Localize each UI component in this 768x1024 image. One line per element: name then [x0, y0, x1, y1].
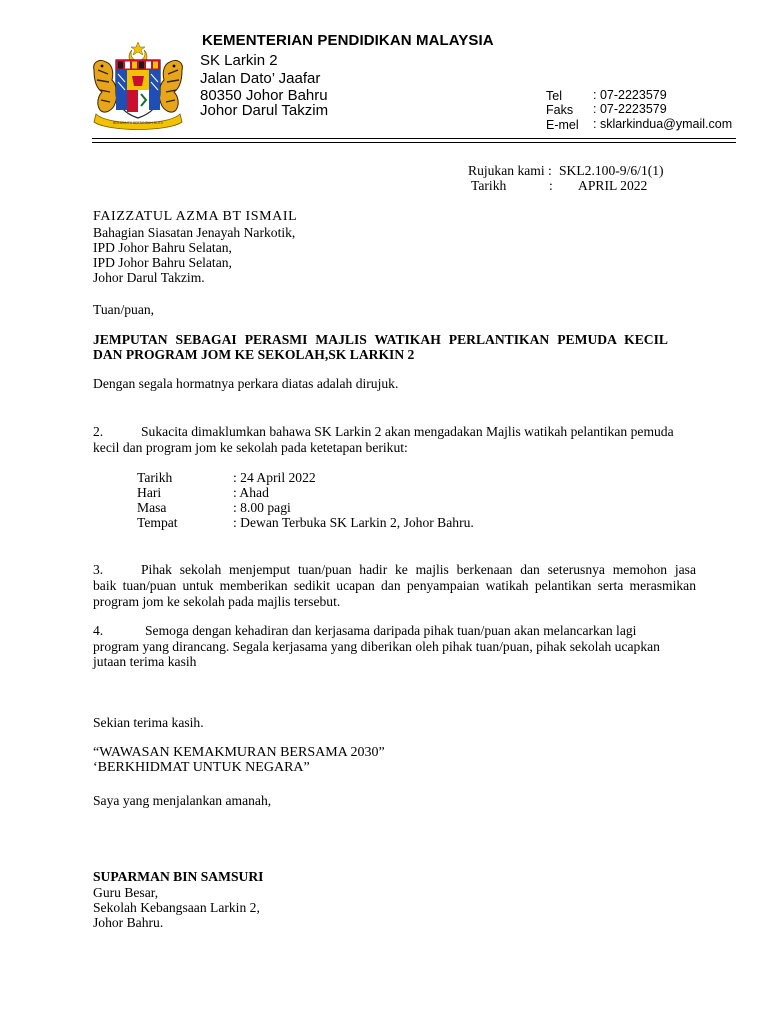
paragraph-2-line-1: Sukacita dimaklumkan bahawa SK Larkin 2 akan mengadakan Majlis watikah pelantikan pemuda	[141, 424, 674, 439]
paragraph-3-line-1: Pihak sekolah menjemput tuan/puan hadir ke majlis berkenaan dan seterusnya memohon jasa	[141, 562, 696, 577]
signatory-city: Johor Bahru.	[93, 915, 164, 930]
letterhead-divider	[92, 138, 736, 143]
paragraph-3-line-3: program jom ke sekolah pada majlis tersebut.	[93, 594, 341, 609]
recipient-line: Johor Darul Takzim.	[93, 270, 205, 285]
recipient-line: IPD Johor Bahru Selatan,	[93, 255, 232, 270]
paragraph-4-line-2: program yang dirancang. Segala kerjasama yang diberikan oleh pihak tuan/puan, pihak sekolah ucapkan	[93, 639, 660, 654]
detail-label: Masa	[137, 500, 167, 515]
date-value: APRIL 2022	[578, 178, 648, 193]
email-value: : sklarkindua@ymail.com	[593, 117, 733, 131]
fax-label: Faks	[546, 103, 574, 117]
detail-value: : Ahad	[233, 485, 269, 500]
recipient-line: Bahagian Siasatan Jenayah Narkotik,	[93, 225, 296, 240]
paragraph-4-line-3: jutaan terima kasih	[93, 654, 197, 669]
date-colon: :	[549, 178, 553, 193]
subject-line-1: JEMPUTAN SEBAGAI PERASMI MAJLIS WATIKAH PERLANTIKAN PEMUDA KECIL	[93, 332, 668, 347]
detail-value: : 8.00 pagi	[233, 500, 291, 515]
signatory-title: Guru Besar,	[93, 885, 159, 900]
fax-value: : 07-2223579	[593, 102, 667, 116]
subject-line-2: DAN PROGRAM JOM KE SEKOLAH,SK LARKIN 2	[93, 347, 415, 362]
tel-value: : 07-2223579	[593, 88, 667, 102]
detail-label: Hari	[137, 485, 162, 500]
tel-label: Tel	[546, 89, 562, 103]
date-label: Tarikh	[471, 178, 507, 193]
malaysia-crest-logo	[88, 40, 188, 132]
signatory-school: Sekolah Kebangsaan Larkin 2,	[93, 900, 260, 915]
ministry-heading: KEMENTERIAN PENDIDIKAN MALAYSIA	[202, 32, 494, 49]
paragraph-number: 2.	[93, 424, 104, 439]
recipient-line: IPD Johor Bahru Selatan,	[93, 240, 232, 255]
paragraph-4-line-1: Semoga dengan kehadiran dan kerjasama daripada pihak tuan/puan akan melancarkan lagi	[145, 623, 637, 638]
detail-label: Tempat	[137, 515, 178, 530]
signatory-name: SUPARMAN BIN SAMSURI	[93, 869, 264, 884]
closing-trust: Saya yang menjalankan amanah,	[93, 793, 272, 808]
reference-label: Rujukan kami :	[468, 163, 552, 178]
address-street: Jalan Dato’ Jaafar	[200, 70, 321, 87]
address-postcode-city: 80350 Johor Bahru	[200, 87, 328, 104]
detail-value: : Dewan Terbuka SK Larkin 2, Johor Bahru.	[233, 515, 474, 530]
address-state: Johor Darul Takzim	[200, 102, 329, 119]
detail-value: : 24 April 2022	[233, 470, 316, 485]
recipient-name: FAIZZATUL AZMA BT ISMAIL	[93, 209, 298, 224]
motto-line-2: ‘BERKHIDMAT UNTUK NEGARA”	[93, 760, 310, 775]
detail-label: Tarikh	[137, 470, 173, 485]
paragraph-number: 4.	[93, 623, 104, 638]
paragraph-number: 3.	[93, 562, 104, 577]
paragraph-2-line-2: kecil dan program jom ke sekolah pada ketetapan berikut:	[93, 440, 408, 455]
svg-text:BERSEKUTU BERTAMBAH MUTU: BERSEKUTU BERTAMBAH MUTU	[112, 121, 164, 125]
school-name: SK Larkin 2	[200, 52, 278, 69]
salutation: Tuan/puan,	[93, 302, 155, 317]
email-label: E-mel	[546, 118, 579, 132]
reference-value: SKL2.100-9/6/1(1)	[559, 163, 664, 178]
opening-sentence: Dengan segala hormatnya perkara diatas adalah dirujuk.	[93, 376, 399, 391]
paragraph-3-line-2: baik tuan/puan untuk memberikan sedikit ucapan dan penyampaian watikah pelantikan serta merasmikan	[93, 578, 696, 593]
motto-line-1: “WAWASAN KEMAKMURAN BERSAMA 2030”	[93, 745, 385, 760]
closing-thanks: Sekian terima kasih.	[93, 715, 204, 730]
